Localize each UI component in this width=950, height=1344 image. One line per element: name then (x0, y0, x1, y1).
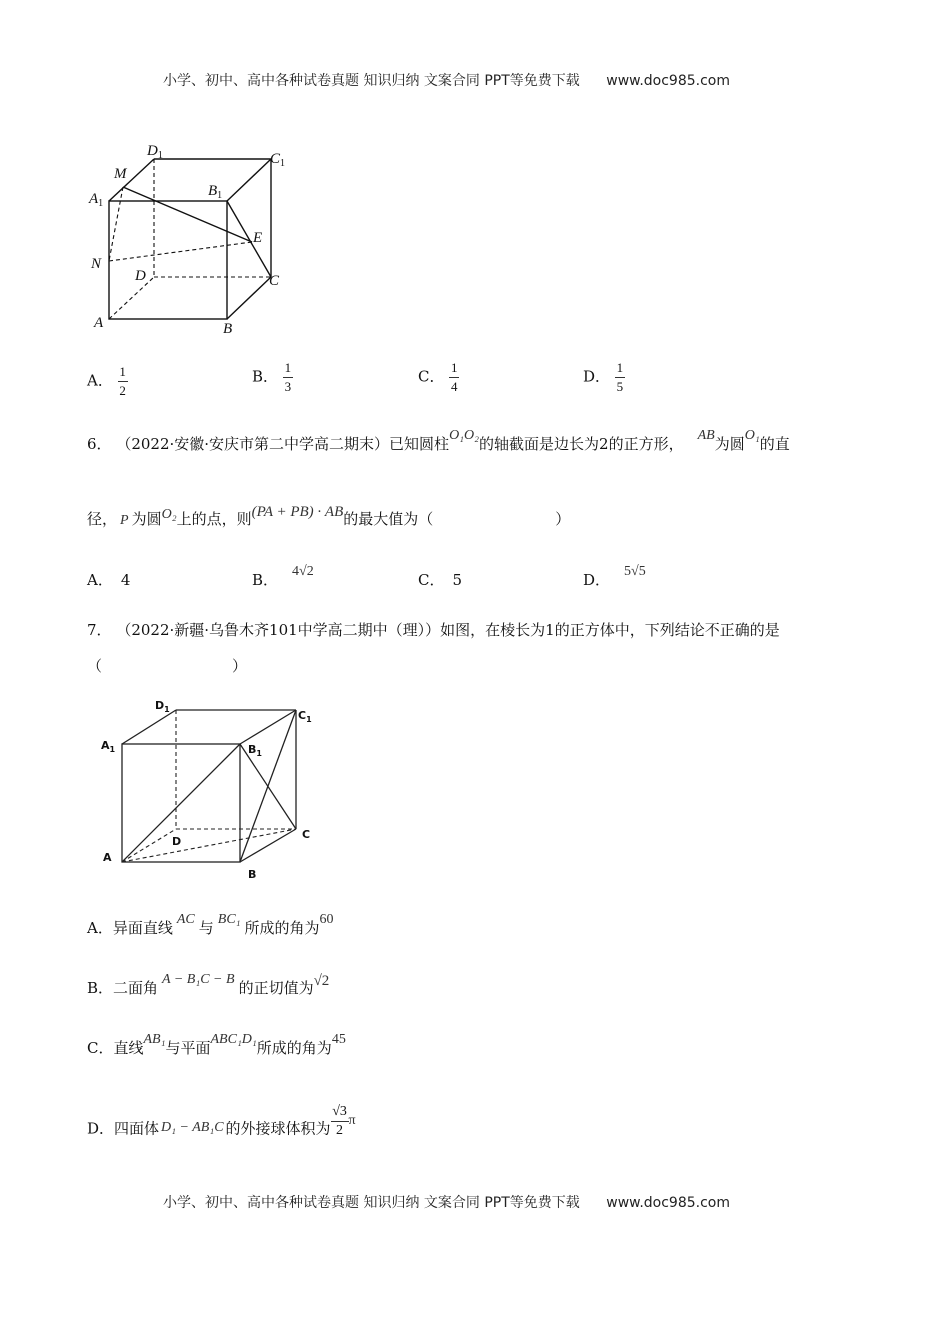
cube-figure-2 (98, 695, 328, 885)
q6-option-d[interactable]: D． 5√5 (583, 564, 646, 589)
label-d: D (135, 268, 146, 284)
label-b1: B (248, 743, 257, 756)
label-a: A (94, 315, 104, 331)
label-c: C (302, 828, 311, 841)
label-d1: D (147, 143, 158, 159)
label-m: M (114, 166, 127, 182)
label-e: E (253, 230, 263, 246)
q6-option-c[interactable]: C． 5 (418, 571, 463, 589)
q6-option-a[interactable]: A． 4 (87, 571, 131, 589)
header-text: 小学、初中、高中各种试卷真题 知识归纳 文案合同 PPT等免费下载 (163, 73, 580, 89)
label-c1: C (270, 151, 281, 167)
label-b: B (223, 321, 233, 337)
front-face (109, 201, 227, 319)
q5-option-a[interactable]: A． $\frac{1}{2}$ (87, 364, 126, 398)
svg-text:A1: $A_1$ (101, 739, 116, 754)
q7-option-b[interactable]: B．二面角 A − B₁C − B 的正切值为√2 (87, 972, 330, 997)
svg-text:D1: $D_1$ (155, 699, 170, 714)
q6-stem-line1: 6． （2022·安徽·安庆市第二中学高二期末）已知圆柱O₁O₂的轴截面是边长为2的正方形， AB为圆O₁的直 (87, 428, 790, 453)
question-number: 7． (87, 621, 112, 639)
label-a1: A (89, 191, 99, 207)
q7-stem-line1: 7． （2022·新疆·乌鲁木齐101中学高二期中（理））如图，在棱长为1的正方体中，下列结论不正确的是 (87, 621, 780, 639)
q7-option-d[interactable]: D．四面体 D₁ − AB₁C 的外接球体积为 $\frac{√3}{2}$ π (87, 1104, 356, 1138)
q7-stem-line2: （ ） (87, 657, 248, 675)
label-d1: D (155, 699, 165, 712)
q5-option-b[interactable]: B． $\frac{1}{3}$ (252, 360, 292, 394)
label-a: A (103, 851, 112, 864)
page-footer (163, 1192, 730, 1212)
fraction: $\frac{√3}{2}$ (332, 1104, 347, 1138)
footer-text: 小学、初中、高中各种试卷真题 知识归纳 文案合同 PPT等免费下载 (163, 1195, 580, 1211)
page-header (163, 70, 730, 90)
label-n: N (91, 256, 102, 272)
q5-option-c[interactable]: C． $\frac{1}{4}$ (418, 360, 458, 394)
question-source: （2022·安徽·安庆市第二中学高二期末） (116, 435, 390, 453)
q7-option-a[interactable]: A．异面直线 AC 与 BC₁ 所成的角为60 (87, 912, 334, 937)
fraction: $\frac{1}{4}$ (451, 360, 458, 394)
q6-option-b[interactable]: B． 4√2 (252, 564, 314, 589)
question-number: 6． (87, 435, 112, 453)
svg-text:A1: $A_1$ (89, 191, 104, 209)
svg-text:C1: $C_1$ (270, 151, 286, 169)
q7-option-c[interactable]: C．直线AB₁与平面ABC₁D₁所成的角为45 (87, 1032, 346, 1057)
cube-figure-1 (80, 135, 310, 340)
question-source: （2022·新疆·乌鲁木齐101中学高二期中（理）） (116, 621, 441, 639)
svg-text:B1: $B_1$ (208, 183, 223, 201)
fraction: $\frac{1}{3}$ (284, 360, 292, 394)
fraction: $\frac{1}{5}$ (616, 360, 624, 394)
label-c1: C (298, 709, 307, 722)
label-c: C (269, 273, 280, 289)
label-b: B (248, 868, 257, 881)
label-d: D (172, 835, 182, 848)
footer-url[interactable]: www.doc985.com (606, 1195, 730, 1211)
q6-stem-line2: 径， P 为圆O₂上的点，则(PA + PB) · AB的最大值为（ ） (87, 504, 571, 528)
svg-text:D1: $D_1$ (147, 143, 163, 161)
label-a1: A (101, 739, 110, 752)
fraction: $\frac{1}{2}$ (119, 364, 126, 398)
header-url[interactable]: www.doc985.com (606, 73, 730, 89)
svg-text:C1: $C_1$ (298, 709, 312, 724)
q5-option-d[interactable]: D． $\frac{1}{5}$ (583, 360, 624, 394)
label-b1: B (208, 183, 218, 199)
svg-text:B1: $B_1$ (248, 743, 262, 758)
